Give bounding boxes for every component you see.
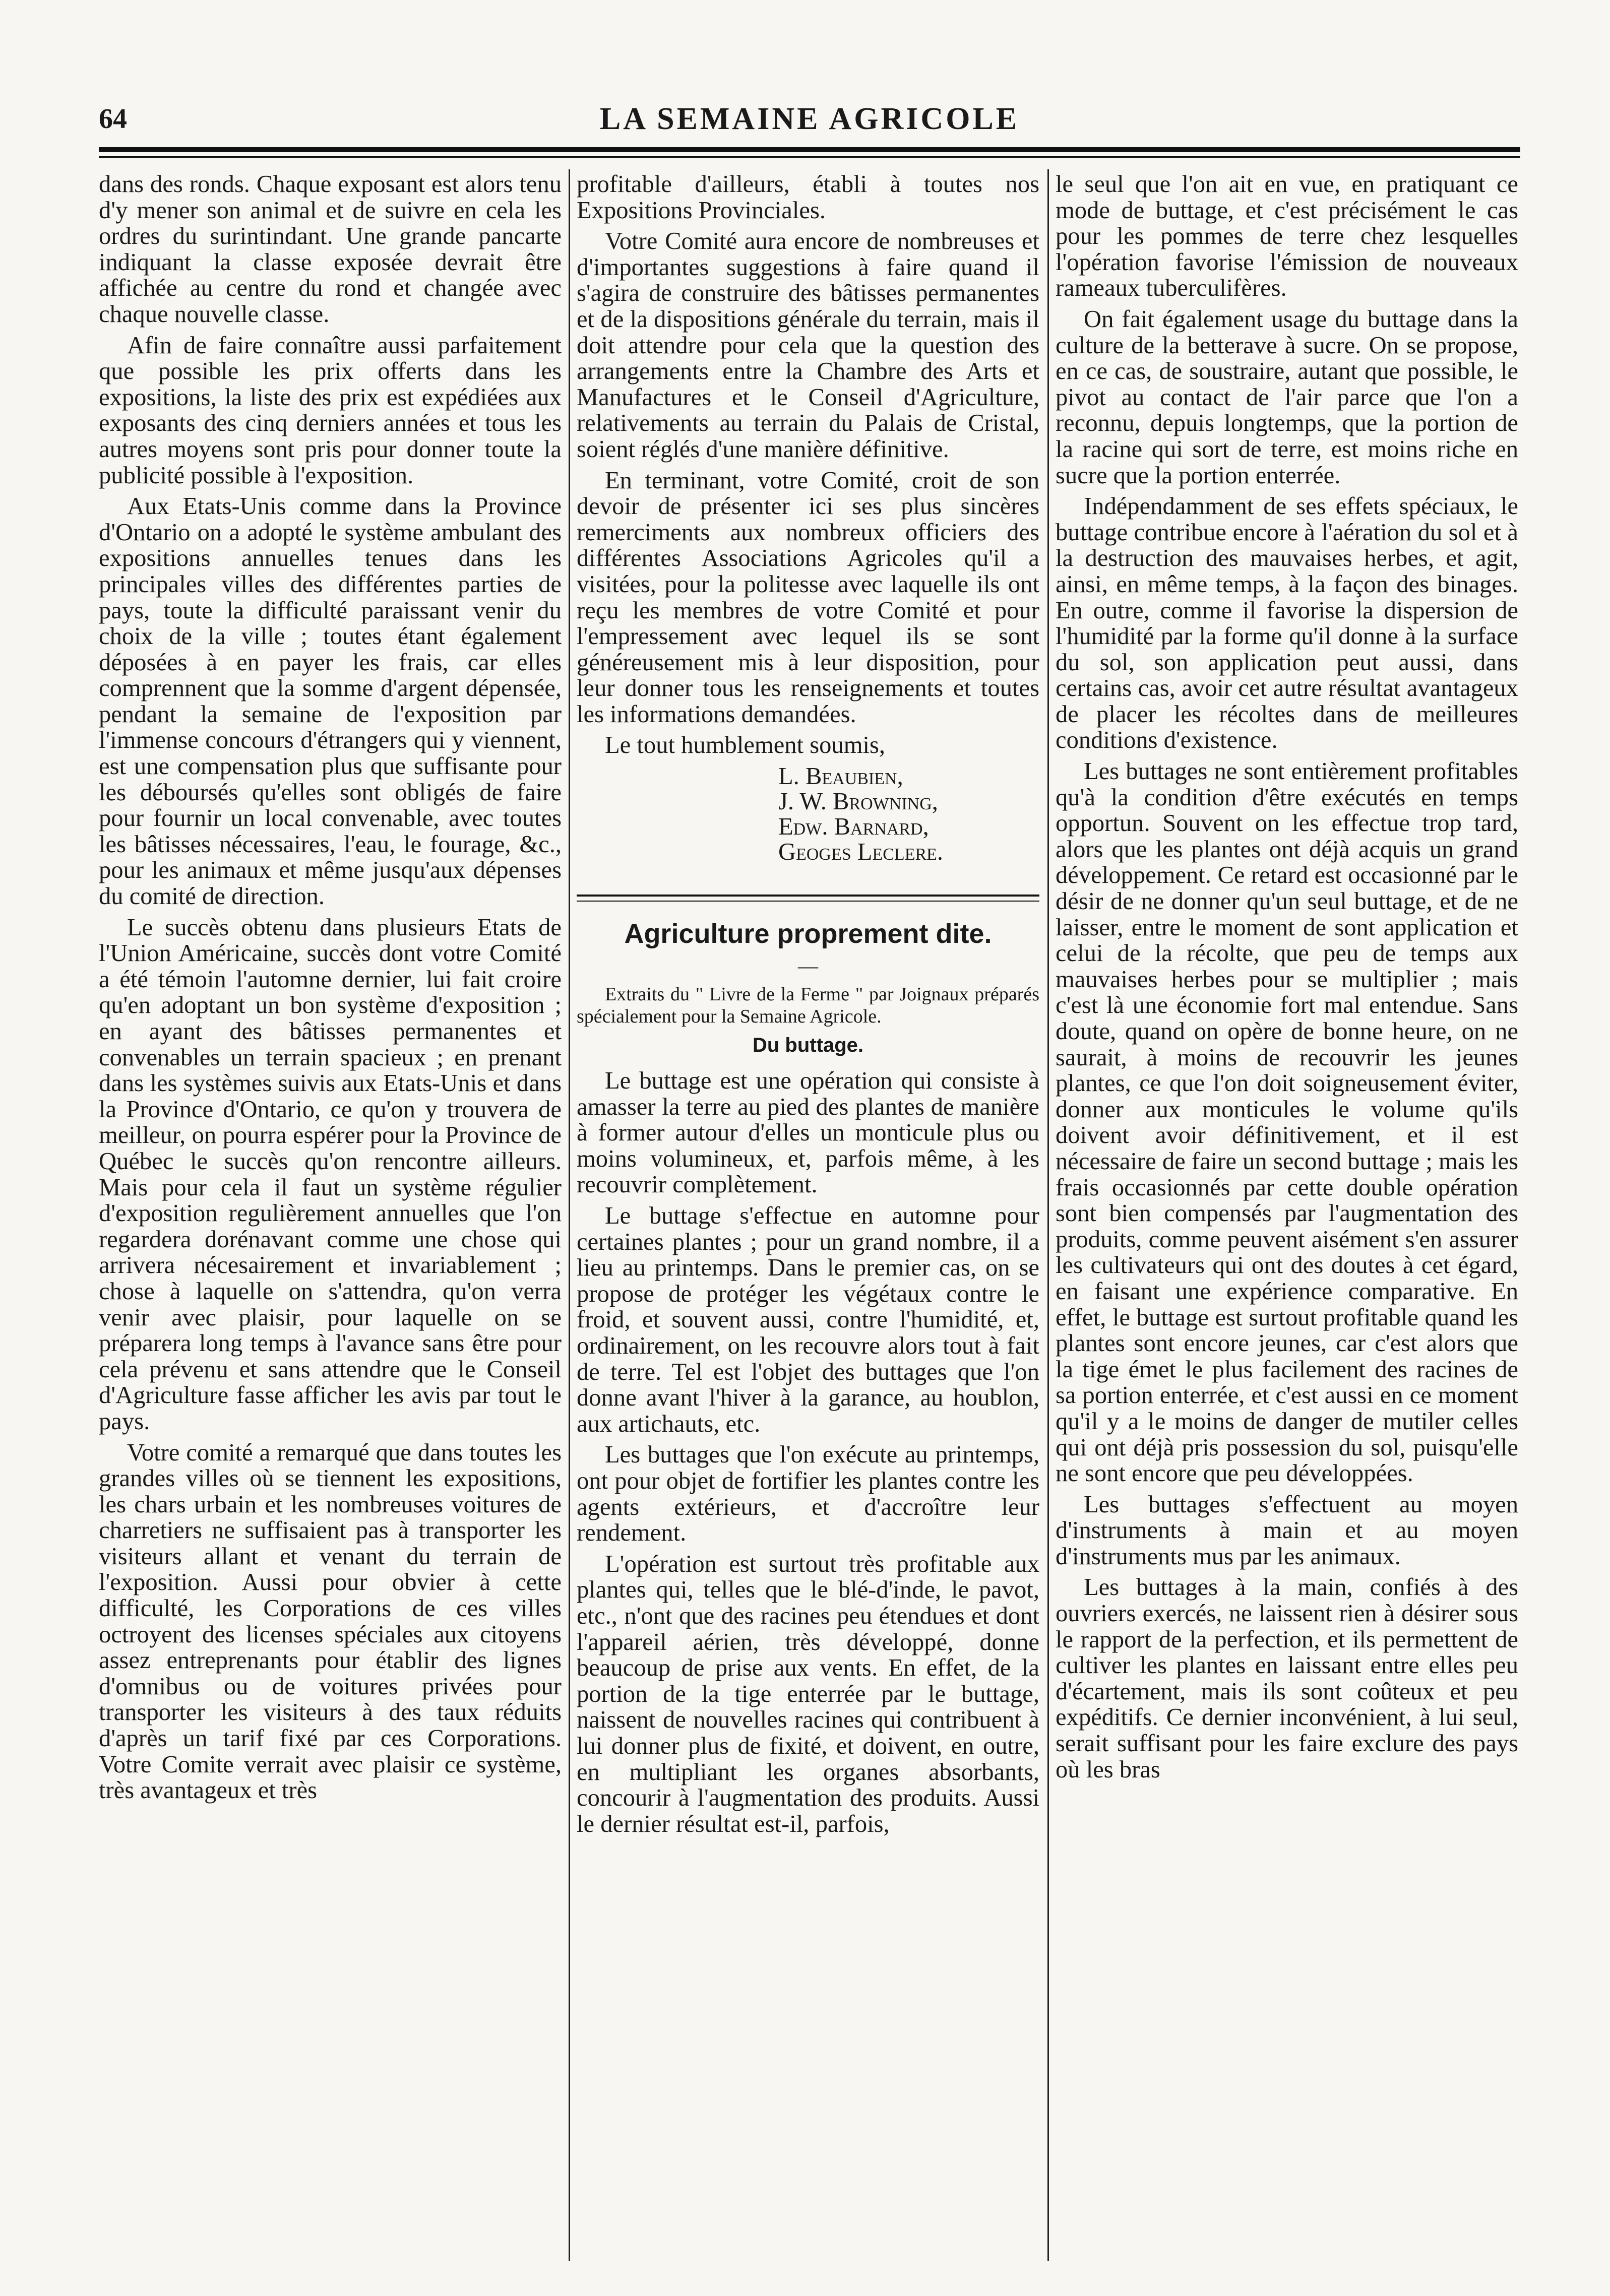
paragraph: Indépendamment de ses effets spéciaux, le buttage contribue encore à l'aération du sol et à la destruction des mauvaises herbes, et agit, ainsi, en même temps, à la façon des binages. En outre, comme il favorise la dispersion de l'humidité par la forme qu'il donne à la surface du sol, son application peut aussi, dans certains cas, avoir cet autre résultat avantageux de placer les récoltes dans de meilleures conditions d'existence. [1056,492,1518,754]
page-header [99,99,1520,139]
paragraph: Le buttage s'effectue en automne pour certaines plantes ; pour un grand nombre, il a lieu au printemps. Dans le premier cas, on se propose de protéger les végétaux contre le froid, et souvent aussi, contre l'humidité, et, ordinairement, on les recouvre alors tout à fait de terre. Tel est l'objet des buttages que l'on donne avant l'hiver à la garance, au houblon, aux artichauts, etc. [577,1202,1039,1437]
column-1 [99,171,562,2263]
section-dash: — [798,954,818,978]
signature-block [778,763,1039,864]
paragraph: Votre Comité aura encore de nombreuses et d'importantes suggestions à faire quand il s'agira de construire des bâtisses permanentes et de la dispositions générale du terrain, mais il doit attendre pour cela que la question des arrangements entre la Chambre des Arts et Manufactures et le Conseil d'Agriculture, relativements au terrain du Palais de Cristal, soient réglés d'une manière définitive. [577,227,1039,463]
column-divider [1047,169,1049,2261]
paragraph: L'opération est surtout très profitable aux plantes qui, telles que le blé-d'inde, le pavot, etc., n'ont que des racines peu étendues et dont l'appareil aérien, très développé, donne beaucoup de prise aux vents. En effet, de la portion de la tige enterrée par le buttage, naissent de nouvelles racines qui contribuent à lui donner plus de fixité, et doivent, en outre, en multipliant les organes absorbants, concourir à l'augmentation des produits. Aussi le dernier résultat est-il, parfois, [577,1550,1039,1837]
signature: J. W. Browning, [778,788,938,815]
paragraph: Votre comité a remarqué que dans toutes les grandes villes où se tiennent les expositions, les chars urbain et les nombreuses voitures de charretiers ne suffisaient pas à transporter les visiteurs allant et venant du terrain de l'exposition. Aussi pour obvier à cette difficulté, les Corporations de ces villes octroyent des licenses spéciales aux citoyens assez entreprenants pour établir des lignes d'omnibus ou de voitures privées pour transporter les visiteurs à des taux réduits d'après un tarif fixé par ces Corporations. Votre Comite verrait avec plaisir ce système, très avantageux et très [99,1438,562,1804]
paragraph: Les buttages à la main, confiés à des ouvriers exercés, ne laissent rien à désirer sous le rapport de la perfection, et ils permettent de cultiver les plantes en laissant entre elles peu d'écartement, mais ils sont coûteux et peu expéditifs. Ce dernier inconvénient, à lui seul, serait suffisant pour les faire exclure des pays où les bras [1056,1573,1518,1783]
page-number: 64 [99,103,127,135]
subheading: Du buttage. [753,1034,863,1057]
paragraph: Le succès obtenu dans plusieurs Etats de l'Union Américaine, succès dont votre Comité a été témoin l'automne dernier, lui fait croire qu'en adoptant un bon système d'exposition ; en ayant des bâtisses permanentes et convenables un terrain spacieux ; en prenant dans les systèmes suivis aux Etats-Unis et dans la Province d'Ontario, ce qu'on y trouvera de meilleur, on pourra espérer pour la Province de Québec le succès qu'on rencontre ailleurs. Mais pour cela il faut un système régulier d'exposition regulièrement annuelles que l'on regardera dorénavant comme une chose qui arrivera nécesairement et invariablement ; chose à laquelle on s'attendra, qu'on verra venir avec plaisir, pour laquelle on se préparera long temps à l'avance sans être pour cela prévenu et sans attendre que le Conseil d'Agriculture fasse afficher les avis par tout le pays. [99,913,562,1435]
paragraph: Les buttages que l'on exécute au printemps, ont pour objet de fortifier les plantes contre les agents extérieurs, et d'accroître leur rendement. [577,1441,1039,1547]
paragraph: On fait également usage du buttage dans la culture de la betterave à sucre. On se propose, en ce cas, de soustraire, autant que possible, le pivot au contact de l'air parce que l'on a reconnu, depuis longtemps, que la portion de la racine qui sort de terre, est moins riche en sucre que la portion enterrée. [1056,305,1518,489]
column-divider [569,169,570,2261]
paragraph: Le buttage est une opération qui consiste à amasser la terre au pied des plantes de manière à former autour d'elles un monticule plus ou moins volumineux, et, parfois même, à les recouvrir complètement. [577,1067,1039,1198]
paragraph: En terminant, votre Comité, croit de son devoir de présenter ici ses plus sincères remerciments aux nombreux officiers des différentes Associations Agricoles qu'il a visitées, pour la politesse avec laquelle ils ont reçu les membres de votre Comité et pour l'empressement avec lequel ils se sont généreusement mis à leur disposition, pour leur donner tous les renseignements et toutes les informations demandées. [577,466,1039,728]
section-rule [577,901,1039,902]
paragraph: Les buttages s'effectuent au moyen d'instruments à main et au moyen d'instruments mus par les animaux. [1056,1490,1518,1570]
closing-line: Le tout humblement soumis, [605,731,886,759]
column-2 [577,171,1039,2263]
header-rule-thin [99,156,1520,158]
paragraph: le seul que l'on ait en vue, en pratiquant ce mode de buttage, et c'est précisément le cas pour les pommes de terre chez lesquelles l'opération favorise l'émission de nouveaux rameaux tuberculifères. [1056,171,1518,302]
header-rule-thick [99,147,1520,152]
paragraph: Afin de faire connaître aussi parfaitement que possible les prix offerts dans les expositions, la liste des prix est expédiées aux exposants des cinq derniers années et tous les autres moyens sont pris pour donner toute la publicité possible à l'exposition. [99,331,562,489]
signature: Edw. Barnard, [778,813,929,841]
section-rule [577,895,1039,897]
signature: Geoges Leclere. [778,838,944,866]
paragraph: dans des ronds. Chaque exposant est alors tenu d'y mener son animal et de suivre en cela les ordres du surintindant. Une grande pancarte indiquant la classe exposée devrait être affichée au centre du rond et changée avec chaque nouvelle classe. [99,171,562,328]
column-3 [1056,171,1518,2263]
signature: L. Beaubien, [778,762,903,790]
journal-title: LA SEMAINE AGRICOLE [599,102,1020,136]
paragraph: Les buttages ne sont entièrement profitables qu'à la condition d'être exécutés en temps opportun. Souvent on les effectue trop tard, alors que les plantes ont déjà acquis un grand développement. Ce retard est occasionné par le désir de ne donner qu'un seul buttage, et de ne laisser, entre le moment de sont application et celui de la récolte, que peu de temps aux mauvaises herbes pour se multiplier ; mais c'est là une économie fort mal entendue. Sans doute, quand on opère de bonne heure, on ne saurait, à moins de recouvrir les jeunes plantes, ce que l'on doit soigneusement éviter, donner aux monticules le volume qu'ils doivent avoir définitivement, et il est nécessaire de faire un second buttage ; mais les frais occasionnés par cette double opération sont bien compensés par l'augmentation des produits, comme peuvent aisément s'en assurer les cultivateurs qui ont des doutes à cet égard, en faisant une expérience comparative. En effet, le buttage est surtout profitable quand les plantes sont encore jeunes, car c'est alors que la tige émet le plus facilement des racines de sa portion enterrée, et c'est aussi en ce moment qu'il y a le moins de danger de mutiler celles qui ont déjà pris possession du sol, puisqu'elle ne sont encore que peu développées. [1056,757,1518,1487]
paragraph: Aux Etats-Unis comme dans la Province d'Ontario on a adopté le système ambulant des expositions annuelles tenues dans les principales villes des différentes parties de pays, toute la difficulté paraissant venir du choix de la ville ; toutes étant également déposées à en payer les frais, car elles comprennent que la somme d'argent dépensée, pendant la semaine de l'exposition par l'immense concours d'étrangers qui y viennent, est une compensation plus que suffisante pour les déboursés qu'elles sont obligés de faire pour fournir un local convenable, avec toutes les bâtisses nécessaires, l'eau, le fourage, &c., pour les animaux et même jusqu'aux dépenses du comité de direction. [99,492,562,910]
section-title: Agriculture proprement dite. [624,919,992,949]
source-note: Extraits du " Livre de la Ferme " par Joignaux préparés spécialement pour la Semaine Agricole. [577,984,1039,1028]
paragraph: profitable d'ailleurs, établi à toutes nos Expositions Provinciales. [577,171,1039,224]
